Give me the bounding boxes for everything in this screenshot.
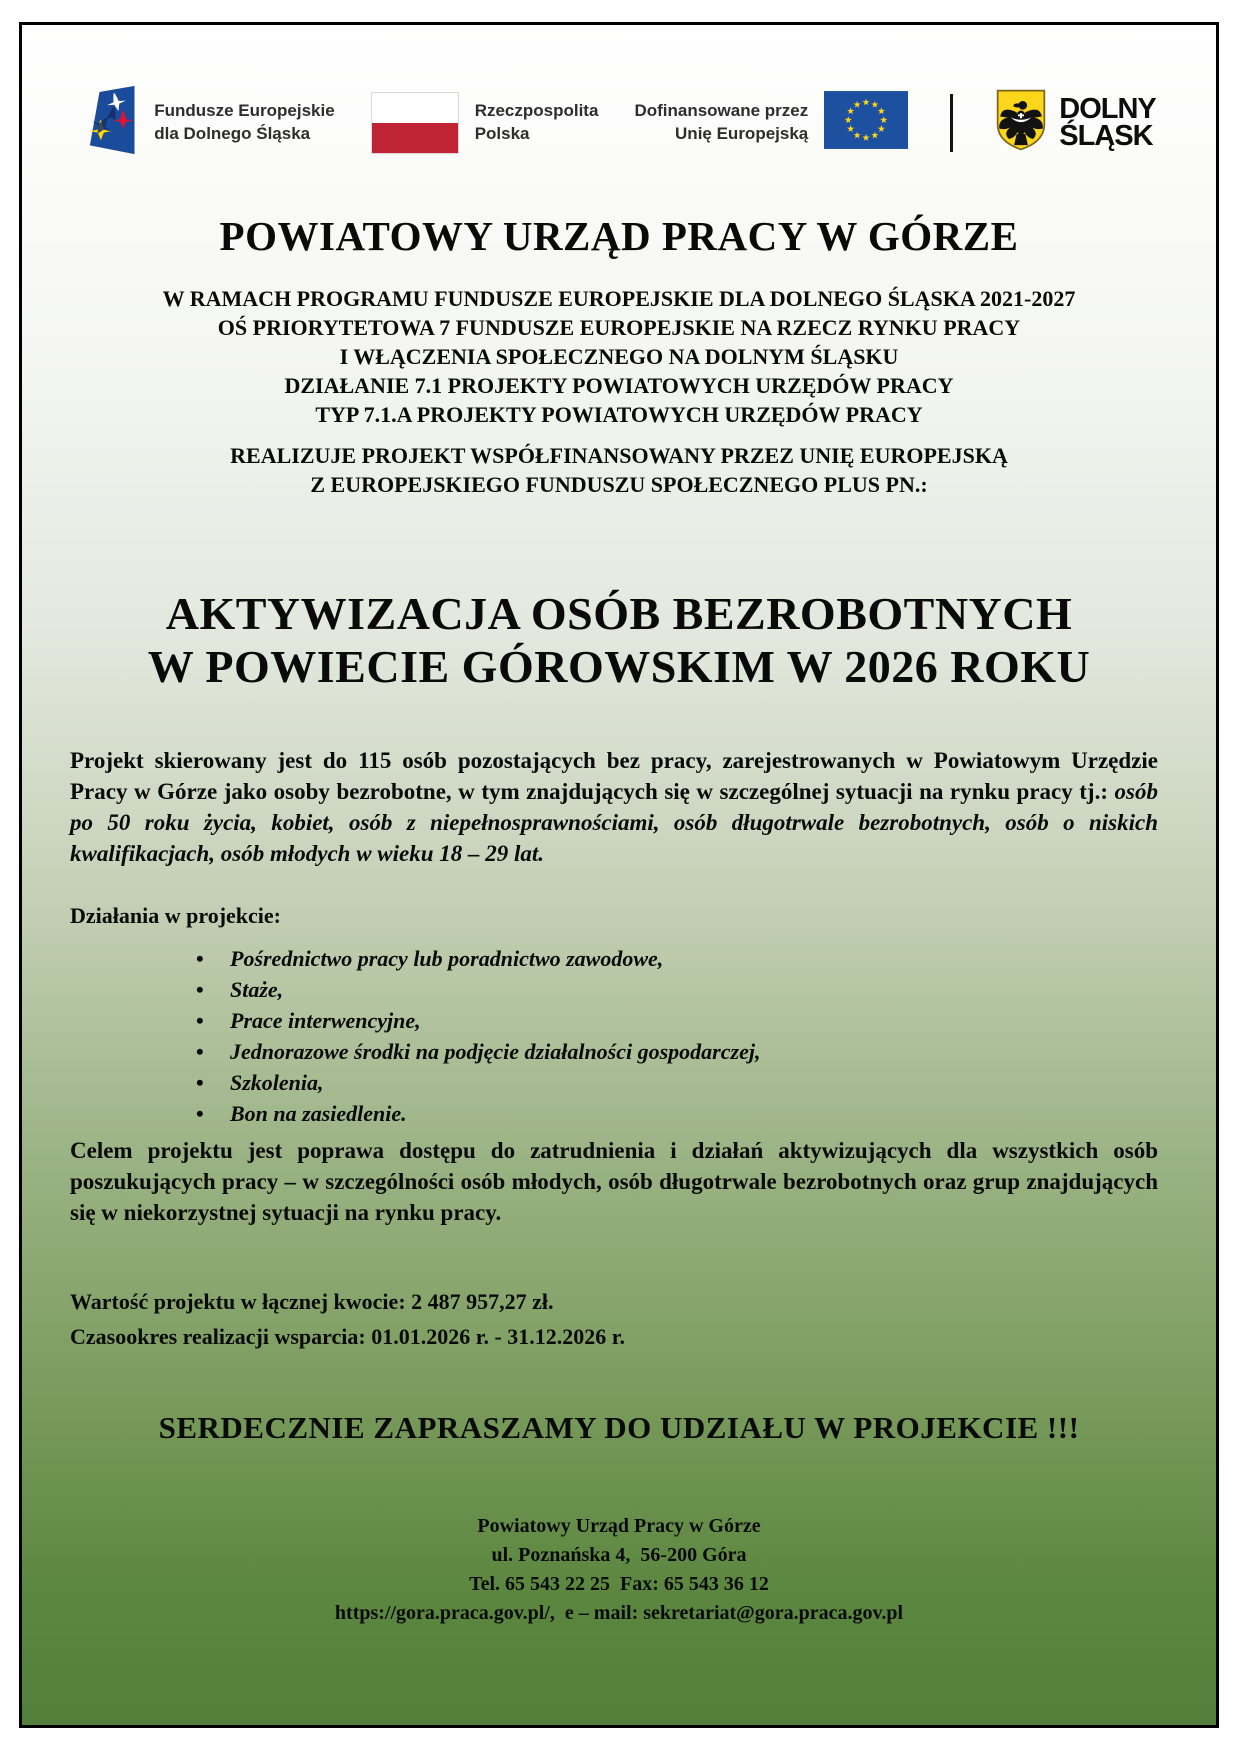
activity-item: • Szkolenia, <box>196 1067 1158 1098</box>
cofinance-line: Z EUROPEJSKIEGO FUNDUSZU SPOŁECZNEGO PLUS PN.: <box>310 472 928 497</box>
header-divider <box>950 94 953 152</box>
program-line: I WŁĄCZENIA SPOŁECZNEGO NA DOLNYM ŚLĄSKU <box>339 344 899 369</box>
eu-group <box>634 91 908 154</box>
goal-paragraph: Celem projektu jest poprawa dostępu do zatrudnienia i działań aktywizujących dla wszystkich osób poszukujących pracy – w szczególności osób młodych, osób długotrwale bezrobotnych oraz grup znajdujących się w niekorzystnej sytuacji na rynku pracy. <box>70 1138 1158 1225</box>
program-line: DZIAŁANIE 7.1 PROJEKTY POWIATOWYCH URZĘDÓW PRACY <box>284 373 954 398</box>
cofinance-lines <box>22 441 1216 499</box>
program-line: W RAMACH PROGRAMU FUNDUSZE EUROPEJSKIE DLA DOLNEGO ŚLĄSKA 2021-2027 <box>162 286 1076 311</box>
footer-phone-fax: Tel. 65 543 22 25 Fax: 65 543 36 12 <box>469 1573 769 1595</box>
project-title-line: AKTYWIZACJA OSÓB BEZROBOTNYCH <box>165 588 1073 639</box>
activity-item: • Jednorazowe środki na podjęcie działalności gospodarczej, <box>196 1036 1158 1067</box>
poster-frame <box>19 22 1219 1728</box>
poland-flag-icon <box>371 92 459 154</box>
eu-label: Dofinansowane przez Unię Europejską <box>634 101 809 143</box>
intro-italic-text: osób po 50 roku życia, kobiet, osób z niepełnosprawnościami, osób długotrwale bezrobotnych, osób o niskich kwalifikacjach, osób młodych w wieku 18 – 29 lat. <box>70 779 1158 866</box>
activity-item: • Pośrednictwo pracy lub poradnictwo zawodowe, <box>196 943 1158 974</box>
office-title: POWIATOWY URZĄD PRACY W GÓRZE <box>219 213 1019 259</box>
footer-office-name: Powiatowy Urząd Pracy w Górze <box>477 1515 761 1537</box>
intro-bold-text: Projekt skierowany jest do 115 osób pozostających bez pracy, zarejestrowanych w Powiatowym Urzędzie Pracy w Górze jako osoby bezrobotne, w tym znajdujących się w szczególnej sytuacji na rynku pracy tj.: <box>70 748 1158 804</box>
dolny-slask-crest-icon <box>995 88 1047 157</box>
project-title-line: W POWIECIE GÓROWSKIM W 2026 ROKU <box>147 641 1091 692</box>
contact-footer <box>22 1512 1216 1628</box>
body-block <box>22 745 1216 1354</box>
european-funds-logo-icon <box>82 83 138 162</box>
poland-group <box>371 92 599 154</box>
activities-list <box>70 943 1158 1129</box>
poland-label: Rzeczpospolita Polska <box>474 101 599 143</box>
intro-paragraph <box>70 745 1158 869</box>
program-line: TYP 7.1.A PROJEKTY POWIATOWYCH URZĘDÓW PRACY <box>315 402 923 427</box>
invitation-line: SERDECZNIE ZAPRASZAMY DO UDZIAŁU W PROJEKCIE !!! <box>158 1410 1080 1445</box>
program-line: OŚ PRIORYTETOWA 7 FUNDUSZE EUROPEJSKIE NA RZECZ RYNKU PRACY <box>217 315 1021 340</box>
project-value-line: Wartość projektu w łącznej kwocie: 2 487 957,27 zł. <box>70 1289 554 1314</box>
dolny-slask-group <box>995 88 1156 157</box>
dolny-slask-label: DOLNY ŚLĄSK <box>1059 92 1156 152</box>
fe-logo-group <box>82 83 334 162</box>
program-lines <box>22 284 1216 429</box>
fe-logo-label: Fundusze Europejskie dla Dolnego Śląska <box>154 101 335 143</box>
activity-item: • Prace interwencyjne, <box>196 1005 1158 1036</box>
footer-address: ul. Poznańska 4, 56-200 Góra <box>491 1544 747 1566</box>
cofinance-line: REALIZUJE PROJEKT WSPÓŁFINANSOWANY PRZEZ UNIĘ EUROPEJSKĄ <box>230 443 1008 468</box>
project-figures <box>70 1284 1158 1354</box>
eu-flag-icon <box>824 91 908 154</box>
project-title <box>22 587 1216 693</box>
activity-item: • Bon na zasiedlenie. <box>196 1098 1158 1129</box>
logo-strip <box>22 83 1216 162</box>
activities-heading: Działania w projekcie: <box>70 903 282 928</box>
project-period-line: Czasookres realizacji wsparcia: 01.01.2026 r. - 31.12.2026 r. <box>70 1324 626 1349</box>
activity-item: • Staże, <box>196 974 1158 1005</box>
footer-web-email: https://gora.praca.gov.pl/, e – mail: sekretariat@gora.praca.gov.pl <box>334 1602 904 1624</box>
